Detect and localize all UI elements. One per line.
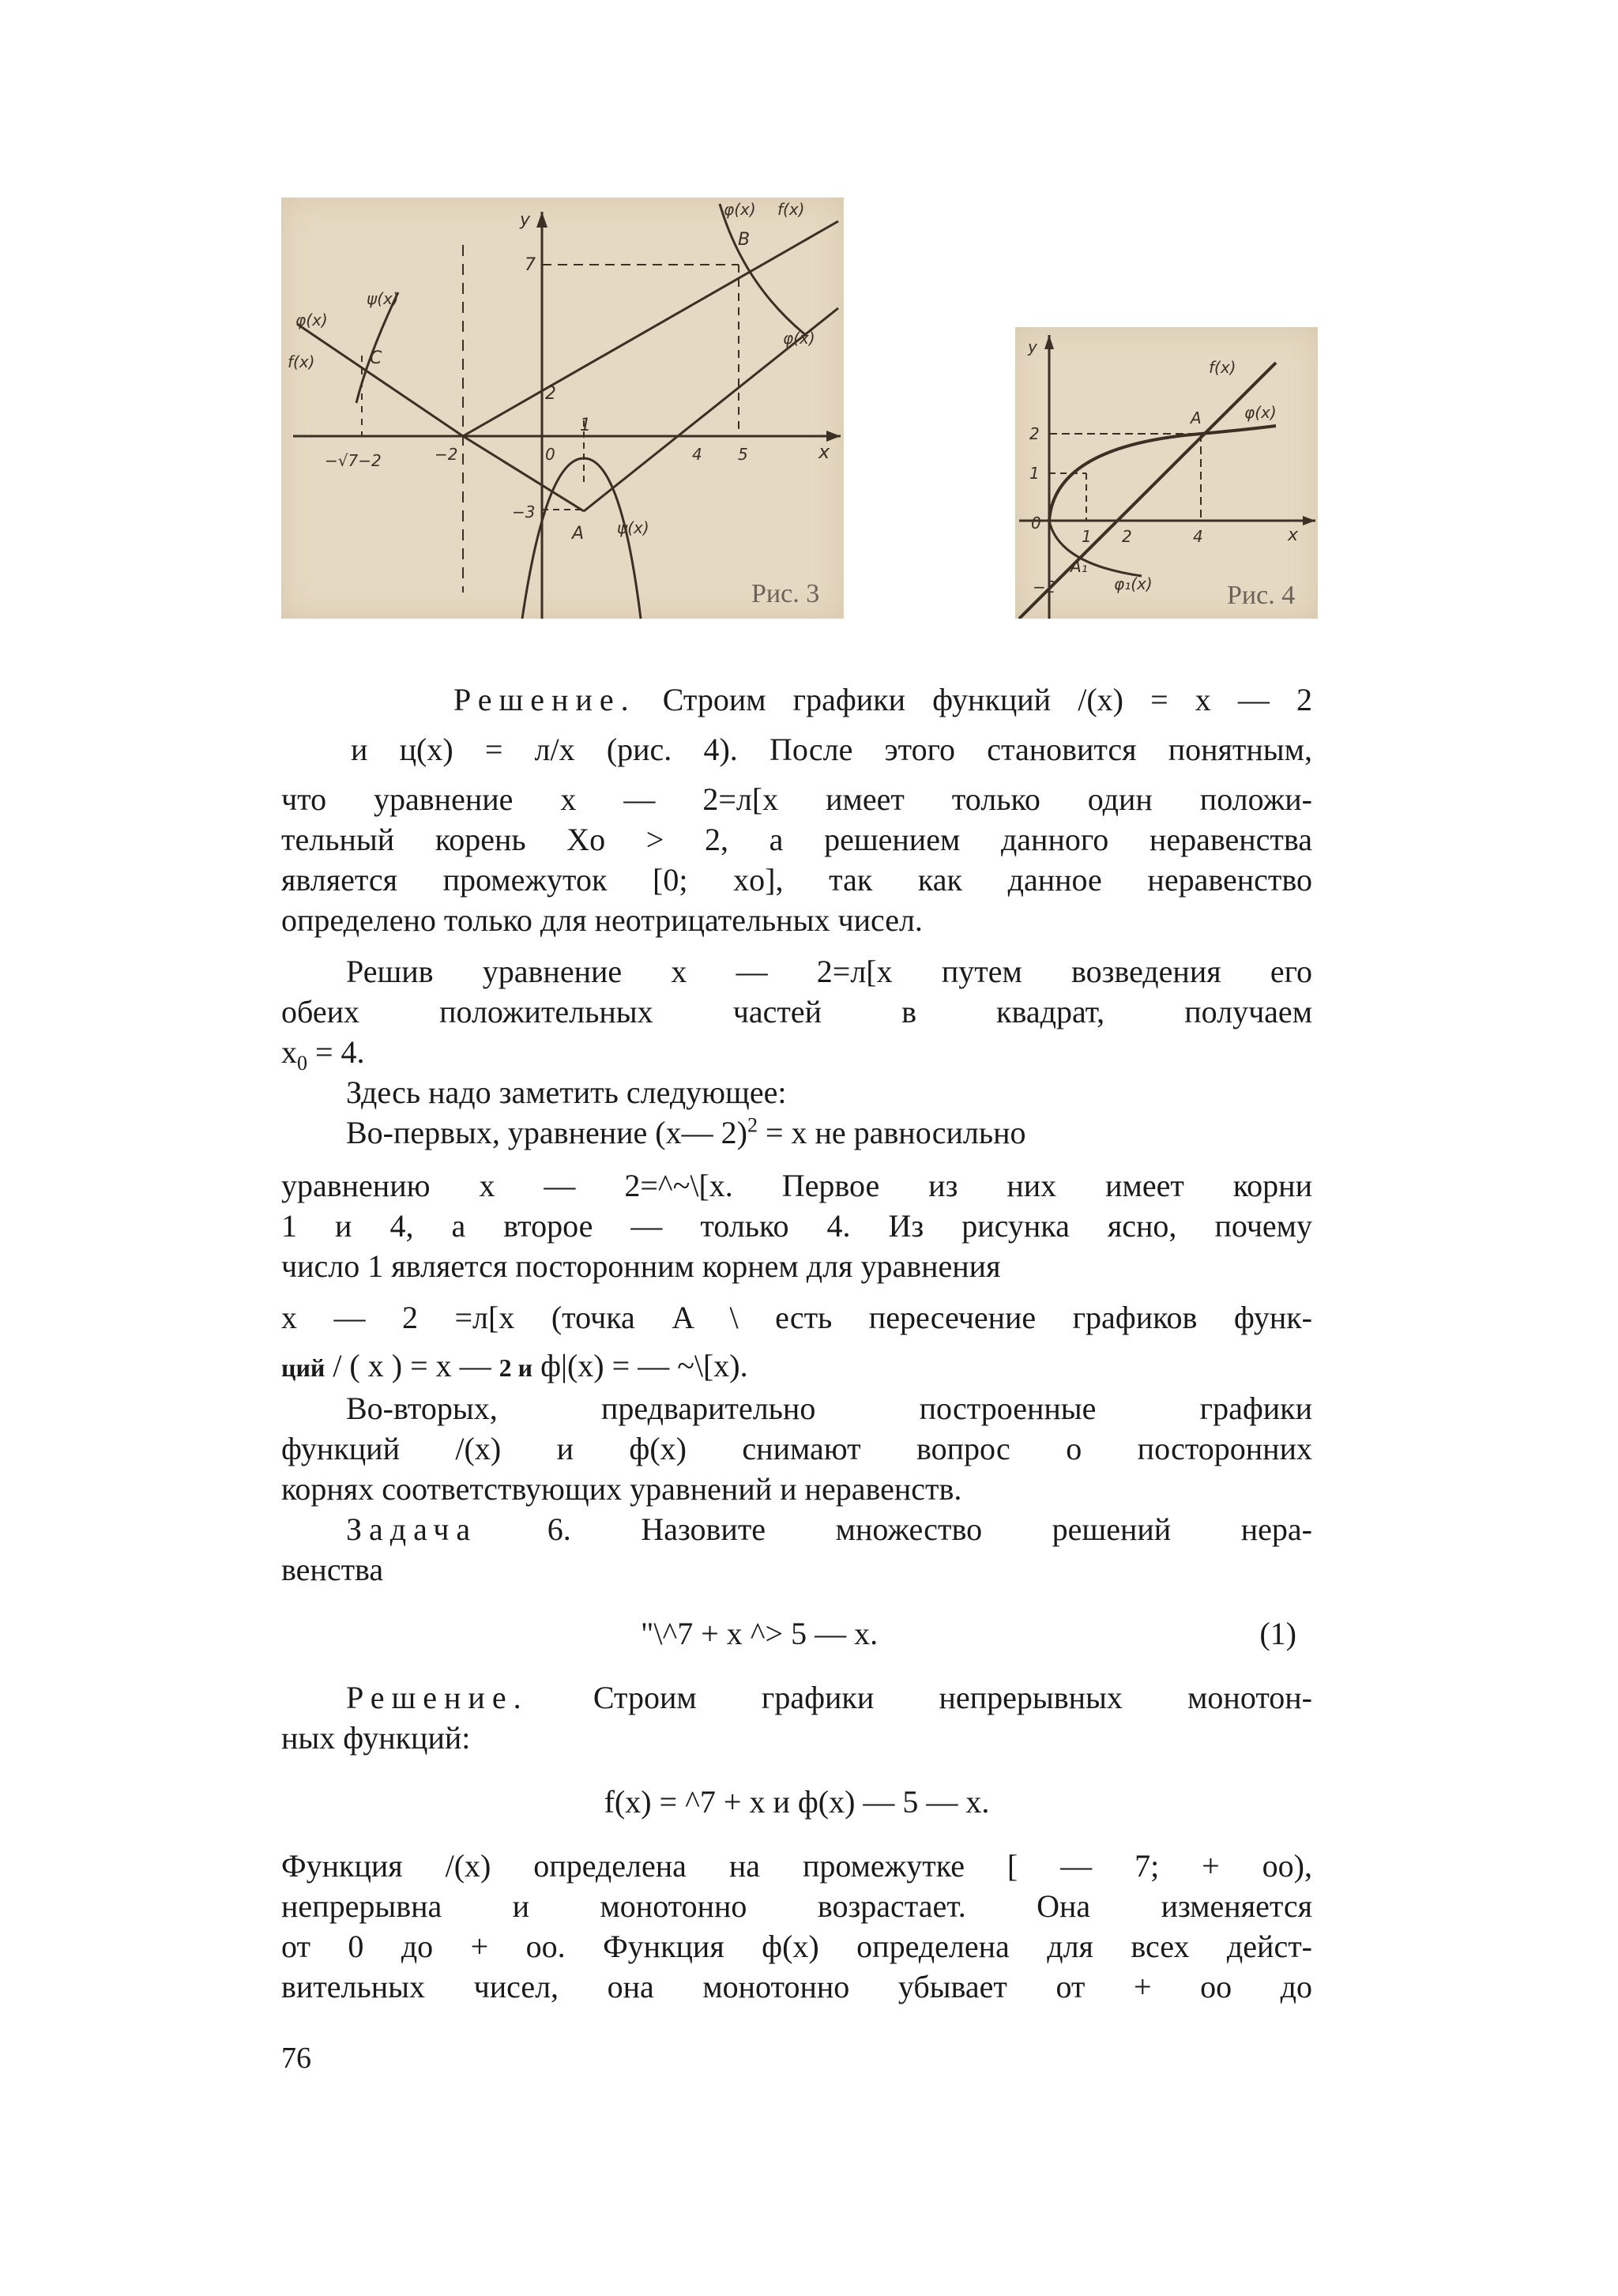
body-text xyxy=(281,679,1312,2007)
heading-solution-2: Решение. xyxy=(346,1680,529,1715)
para-1-line-1 xyxy=(281,679,1312,720)
text-span: x xyxy=(281,1034,297,1070)
para-1-line-4: тельный корень Xo > 2, а решением данного неравенства xyxy=(281,822,1312,857)
label-phi-top: φ(x) xyxy=(724,200,756,219)
fig4-label-minus2: −2 xyxy=(1033,578,1056,597)
label-phi-left: φ(x) xyxy=(295,311,328,329)
figure-4-graph xyxy=(1015,327,1318,619)
equation-2: f(x) = ^7 + x и ф(x) — 5 — x. xyxy=(604,1784,990,1820)
superscript: 2 xyxy=(747,1113,758,1137)
heading-task: Задача xyxy=(346,1511,478,1547)
fig3-y-label: y xyxy=(520,210,531,230)
text-span: = x не равносильно xyxy=(757,1115,1026,1150)
figure-4 xyxy=(1015,327,1318,619)
figure-3-graph xyxy=(281,198,844,619)
label-f-top: f(x) xyxy=(777,200,805,219)
text-span: = 4. xyxy=(307,1034,365,1070)
para-4-line-6 xyxy=(281,1346,1312,1388)
label-f-left: f(x) xyxy=(288,352,315,371)
label-a: A xyxy=(572,524,585,544)
figure-3-caption: Рис. 3 xyxy=(751,579,820,608)
fig4-label-zero: 0 xyxy=(1031,514,1041,533)
fig4-label-phi1: φ₁(x) xyxy=(1114,574,1153,593)
equation-1-body: "\^7 + x ^> 5 — x. xyxy=(641,1616,879,1651)
text-span: Во-первых, уравнение (x— 2) xyxy=(346,1115,747,1150)
label-minus3: −3 xyxy=(512,502,536,521)
fig4-label-a: A xyxy=(1191,408,1202,427)
equation-1-number: (1) xyxy=(1259,1616,1296,1651)
label-phi-right: φ(x) xyxy=(783,329,815,348)
fig4-label-one: 1 xyxy=(1029,464,1040,483)
line-phi-upper xyxy=(463,221,838,436)
label-minus-sqrt7-2: −√7−2 xyxy=(325,451,382,470)
label-psi-bottom: ψ(x) xyxy=(617,518,649,537)
text-span: Строим графики функций /(x) = x — 2 xyxy=(635,682,1312,717)
para-1-line-5: является промежуток [0; xo], так как данное неравенство xyxy=(281,862,1312,898)
fig4-label-phi: φ(x) xyxy=(1244,403,1277,422)
para-5-line-1: Во-вторых, предварительно построенные графики xyxy=(346,1391,1312,1426)
para-8-line-2: непрерывна и монотонно возрастает. Она изменяется xyxy=(281,1888,1312,1924)
label-four: 4 xyxy=(692,445,702,464)
text-span: 6. Назовите множество решений нера- xyxy=(477,1511,1312,1547)
label-minus2: −2 xyxy=(435,445,458,464)
text-span: ций xyxy=(281,1353,325,1382)
para-4-line-3: 1 и 4, а второе — только 4. Из рисунка ясно, почему xyxy=(281,1208,1312,1244)
para-5-line-2: функций /(x) и ф(x) снимают вопрос о посторонних xyxy=(281,1431,1312,1466)
fig4-x-label: x xyxy=(1288,525,1299,545)
para-3: Здесь надо заметить следующее: xyxy=(346,1075,787,1110)
text-span: Строим графики непрерывных монотон- xyxy=(528,1680,1312,1715)
text-span: 2 и xyxy=(499,1353,533,1382)
para-1-line-3: что уравнение x — 2=л[x имеет только один положи- xyxy=(281,781,1312,817)
text-span: ф|(x) = — ~\[x). xyxy=(532,1348,748,1383)
para-4-line-2: уравнению x — 2=^~\[x. Первое из них имеет корни xyxy=(281,1168,1312,1203)
para-8-line-1: Функция /(x) определена на промежутке [ — 7; + oo), xyxy=(281,1848,1312,1884)
figure-3 xyxy=(281,198,844,619)
para-1-line-2: и ц(x) = л/x (рис. 4). После этого становится понятным, xyxy=(351,732,1312,767)
label-c: C xyxy=(370,348,382,368)
para-5-line-3: корнях соответствующих уравнений и неравенств. xyxy=(281,1471,962,1507)
figure-4-caption: Рис. 4 xyxy=(1227,581,1296,610)
fig4-label-f: f(x) xyxy=(1209,358,1236,377)
label-one: 1 xyxy=(580,416,591,435)
page-number: 76 xyxy=(281,2042,311,2075)
para-7-line-2: ных функций: xyxy=(281,1720,471,1756)
para-4-line-4: число 1 является посторонним корнем для уравнения xyxy=(281,1248,1001,1284)
fig4-label-a1: A₁ xyxy=(1071,557,1088,576)
fig4-label-x4: 4 xyxy=(1193,527,1203,546)
para-2-line-1: Решив уравнение x — 2=л[x путем возведения его xyxy=(346,954,1312,989)
fig4-label-two: 2 xyxy=(1029,424,1040,443)
text-span: / ( x ) = x — xyxy=(325,1348,499,1383)
label-zero: 0 xyxy=(545,445,555,464)
equation-1 xyxy=(281,1613,1312,1654)
fig4-y-label: y xyxy=(1028,337,1037,356)
para-8-line-3: от 0 до + oo. Функция ф(x) определена для всех дейст- xyxy=(281,1929,1312,1964)
para-6-line-2: венства xyxy=(281,1552,384,1587)
para-4-line-5: x — 2 =л[x (точка A \ есть пересечение графиков функ- xyxy=(281,1300,1312,1335)
label-psi-left: ψ(x) xyxy=(367,289,399,308)
para-4-line-1 xyxy=(281,1112,1312,1153)
para-8-line-4: вительных чисел, она монотонно убывает от + oo до xyxy=(281,1969,1312,2004)
fig4-label-x2: 2 xyxy=(1122,527,1132,546)
para-1-line-6: определено только для неотрицательных чисел. xyxy=(281,902,923,938)
para-2-line-3 xyxy=(281,1032,1312,1075)
label-two: 2 xyxy=(545,384,556,404)
fig3-x-label: x xyxy=(818,441,830,463)
heading-solution: Решение. xyxy=(453,682,636,717)
para-7-line-1 xyxy=(281,1677,1312,1718)
label-seven: 7 xyxy=(525,255,536,275)
para-2-line-2: обеих положительных частей в квадрат, получаем xyxy=(281,994,1312,1029)
fig4-label-x1: 1 xyxy=(1082,527,1092,546)
label-b: B xyxy=(738,230,751,250)
label-five: 5 xyxy=(738,445,748,464)
subscript: 0 xyxy=(297,1052,307,1075)
para-6-line-1 xyxy=(281,1509,1312,1549)
